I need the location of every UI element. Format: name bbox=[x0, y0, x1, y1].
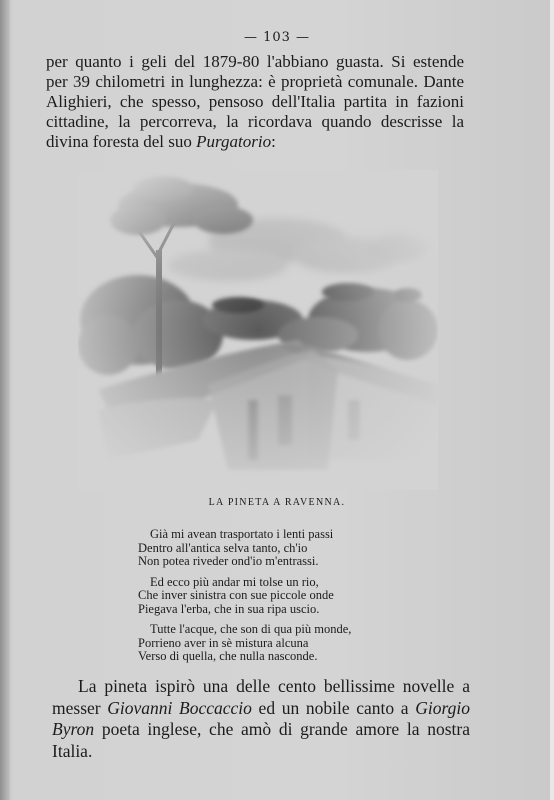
pine-forest-illustration bbox=[78, 170, 438, 490]
person-name: Giorgio bbox=[415, 697, 470, 718]
poem-line: Verso di quella, che nulla nasconde. bbox=[138, 649, 318, 663]
text-line: messer Giovanni Boccaccio ed un nobile canto a Giorgio bbox=[52, 697, 470, 718]
poem-line: Tutte l'acque, che son di qua più monde, bbox=[150, 622, 352, 636]
text-line: cittadine, la percorreva, la ricordava quando descrisse la bbox=[46, 112, 464, 131]
person-name: Giovanni Boccaccio bbox=[107, 697, 252, 718]
illustration-caption: LA PINETA A RAVENNA. bbox=[208, 497, 346, 508]
page-edge bbox=[550, 0, 554, 800]
poem-line: Non potea riveder ond'io m'entrassi. bbox=[138, 554, 319, 568]
poem-line: Dentro all'antica selva tanto, ch'io bbox=[138, 540, 308, 555]
work-title: Purgatorio bbox=[196, 132, 272, 151]
text-line: La pineta ispirò una delle cento bellissime novelle a bbox=[78, 676, 470, 696]
page-binding-shadow bbox=[0, 0, 10, 800]
text-line: per quanto i geli del 1879-80 l'abbiano guasta. Si estende bbox=[46, 52, 464, 71]
text-line: Byron poeta inglese, che amò di grande amore la nostra bbox=[52, 719, 470, 739]
text-line: per 39 chilometri in lunghezza: è proprietà comunale. Dante bbox=[46, 72, 464, 91]
text-line: divina foresta del suo Purgatorio: bbox=[46, 132, 276, 151]
poem-line: Porrieno aver in sè mistura alcuna bbox=[138, 635, 309, 650]
paragraph-closing bbox=[52, 676, 470, 762]
poem-stanza bbox=[138, 528, 438, 569]
text-line: Alighieri, che spesso, pensoso dell'Italia partita in fazioni bbox=[46, 92, 464, 111]
poem-quotation bbox=[138, 528, 438, 671]
text-line: Italia. bbox=[52, 740, 93, 761]
paragraph-intro bbox=[46, 52, 464, 152]
poem-stanza bbox=[138, 576, 438, 617]
poem-stanza bbox=[138, 623, 438, 664]
poem-line: Piegava l'erba, che in sua ripa uscio. bbox=[138, 601, 320, 616]
page-number: — 103 — bbox=[243, 30, 311, 45]
poem-line: Ed ecco più andar mi tolse un rio, bbox=[150, 574, 319, 589]
poem-line: Già mi avean trasportato i lenti passi bbox=[150, 527, 334, 541]
poem-line: Che inver sinistra con sue piccole onde bbox=[138, 588, 334, 602]
person-name: Byron bbox=[52, 719, 95, 739]
